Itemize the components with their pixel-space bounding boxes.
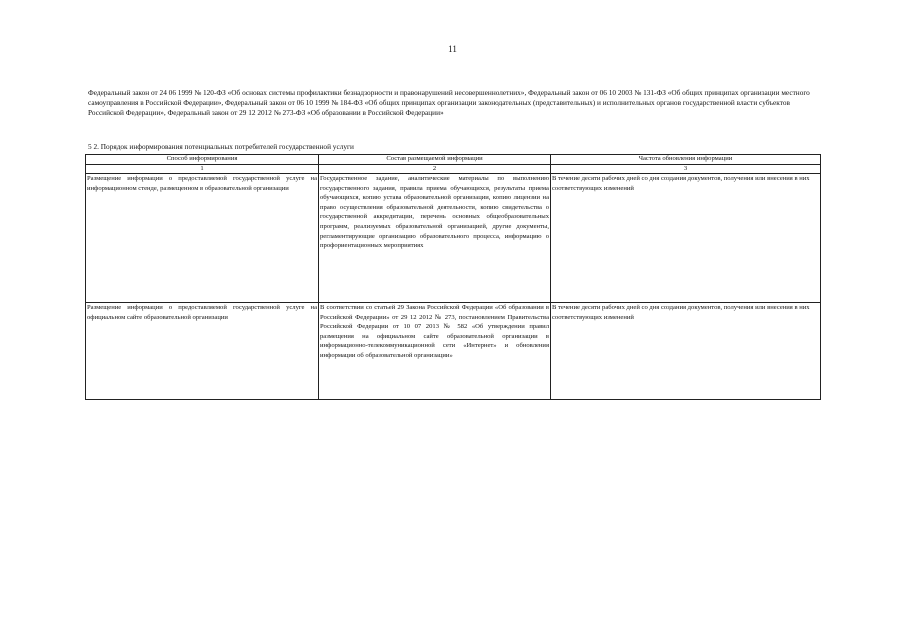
- column-number: 1: [86, 165, 319, 174]
- page-number: 11: [448, 44, 457, 54]
- method-cell: Размещение информации о предоставляемой государственной услуге на официальном сайте образовательной организации: [86, 303, 319, 400]
- method-cell: Размещение информации о предоставляемой государственной услуге на информационном стенде, размещенном в образовательной организации: [86, 174, 319, 303]
- column-number: 2: [319, 165, 551, 174]
- information-procedure-table: [85, 154, 821, 400]
- header-method: Способ информирования: [86, 155, 319, 165]
- section-title: 5 2. Порядок информирования потенциальных потребителей государственной услуги: [88, 142, 354, 151]
- legal-references-paragraph: Федеральный закон от 24 06 1999 № 120-ФЗ «Об основах системы профилактики безнадзорности и правонарушений несовершеннолетних», Федеральный закон от 06 10 2003 № 131-ФЗ «Об общих принципах организации местного самоуправления в Российской Федерации», Федеральный закон от 06 10 1999 № 184-ФЗ «Об общих принципах организации законодательных (представительных) и исполнительных органов государственной власти субъектов Российской Федерации», Федеральный закон от 29 12 2012 № 273-ФЗ «Об образовании в Российской Федерации»: [88, 88, 810, 117]
- table-row: [86, 174, 821, 303]
- content-cell: Государственное задание, аналитические материалы по выполнению государственного задания, правила приема обучающихся, результаты приема обучающихся, копию устава образовательной организации, копию лицензии на право осуществления образовательной деятельности, копию свидетельства о государственной аккредитации, перечень основных общеобразовательных программ, реализуемых образовательной организацией, другие документы, регламентирующие организацию образовательного процесса, информацию о профориентационных мероприятиях: [319, 174, 551, 303]
- table-number-row: [86, 165, 821, 174]
- table-row: [86, 303, 821, 400]
- header-content: Состав размещаемой информации: [319, 155, 551, 165]
- frequency-cell: В течение десяти рабочих дней со дня создания документов, получения или внесения в них соответствующих изменений: [551, 303, 821, 400]
- header-frequency: Частота обновления информации: [551, 155, 821, 165]
- table-header-row: [86, 155, 821, 165]
- content-cell: В соответствии со статьей 29 Закона Российской Федерации «Об образовании в Российской Федерации» от 29 12 2012 № 273, постановлением Правительства Российской Федерации от 10 07 2013 № 582 «Об утверждении правил размещения на официальном сайте образовательной организации в информационно-телекоммуникационной сети «Интернет» и обновления информации об образовательной организации»: [319, 303, 551, 400]
- column-number: 3: [551, 165, 821, 174]
- frequency-cell: В течение десяти рабочих дней со дня создания документов, получения или внесения в них соответствующих изменений: [551, 174, 821, 303]
